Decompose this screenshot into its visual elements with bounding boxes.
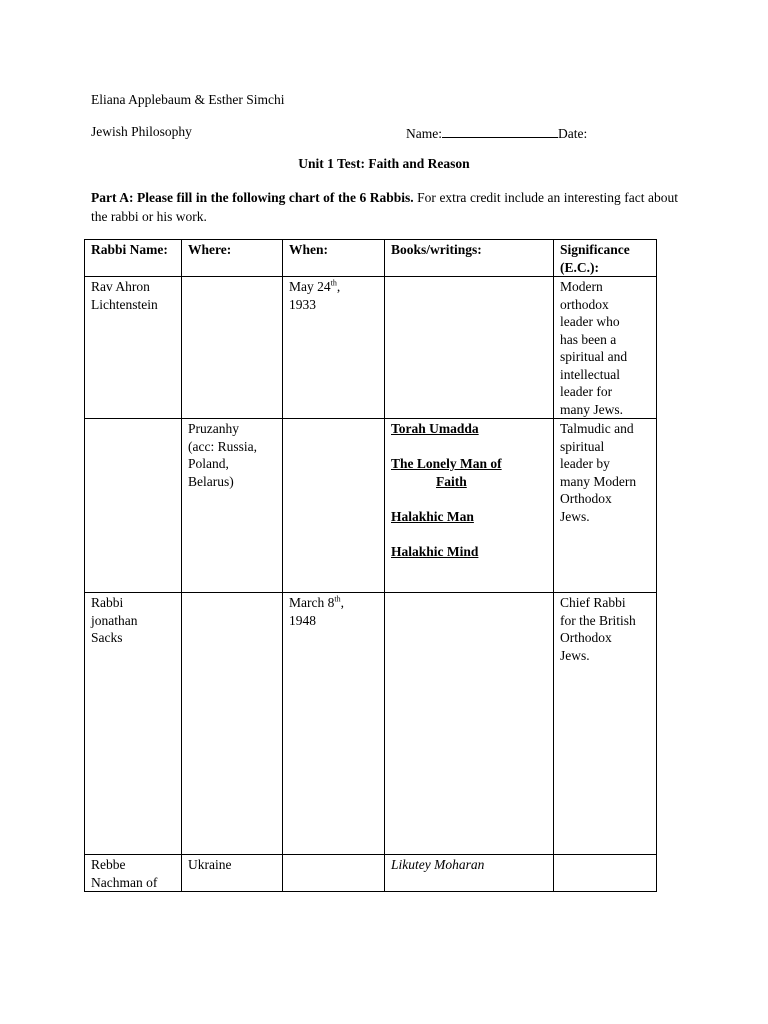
book-title: The Lonely Man of: [391, 456, 502, 471]
cell-rabbi-name[interactable]: Rav Ahron Lichtenstein: [85, 277, 182, 419]
cell-rabbi-name[interactable]: Rabbi jonathan Sacks: [85, 593, 182, 855]
instructions-bold: Part A: Please fill in the following chart of the 6 Rabbis.: [91, 190, 414, 205]
cell-where[interactable]: Ukraine: [182, 855, 283, 892]
date-label: Date:: [558, 126, 588, 141]
instructions: [91, 188, 678, 226]
table-row: [85, 855, 657, 892]
cell-where[interactable]: [182, 593, 283, 855]
header-rabbi-name: Rabbi Name:: [85, 240, 182, 277]
cell-when[interactable]: March 8th, 1948: [283, 593, 385, 855]
header-where: Where:: [182, 240, 283, 277]
book-title: Faith: [436, 473, 467, 489]
course-name: Jewish Philosophy: [91, 124, 192, 139]
cell-where[interactable]: [182, 277, 283, 419]
cell-when[interactable]: [283, 855, 385, 892]
book-title: Halakhic Man: [391, 508, 474, 524]
name-date-line: [406, 124, 587, 142]
cell-where[interactable]: Pruzanhy (acc: Russia, Poland, Belarus): [182, 419, 283, 593]
table-row: [85, 593, 657, 855]
cell-books[interactable]: [385, 855, 554, 892]
book-title: Halakhic Mind: [391, 543, 479, 559]
instructions-rest: For extra credit include an interesting fact about the rabbi or his work.: [91, 190, 678, 224]
cell-significance[interactable]: Modern orthodox leader who has been a spiritual and intellectual leader for many Jews.: [554, 277, 657, 419]
table-row: [85, 277, 657, 419]
table-row: [85, 419, 657, 593]
authors-line: Eliana Applebaum & Esther Simchi: [91, 92, 285, 107]
rabbi-chart: [84, 239, 657, 892]
name-blank[interactable]: [442, 124, 558, 138]
cell-rabbi-name[interactable]: [85, 419, 182, 593]
cell-books[interactable]: [385, 277, 554, 419]
header-books: Books/writings:: [385, 240, 554, 277]
header-when: When:: [283, 240, 385, 277]
cell-when[interactable]: [283, 419, 385, 593]
cell-books[interactable]: [385, 419, 554, 593]
cell-significance[interactable]: Talmudic and spiritual leader by many Modern Orthodox Jews.: [554, 419, 657, 593]
cell-when[interactable]: May 24th, 1933: [283, 277, 385, 419]
cell-significance[interactable]: [554, 855, 657, 892]
book-title: Torah Umadda: [391, 421, 479, 436]
book-title: Likutey Moharan: [391, 857, 485, 872]
test-title: Unit 1 Test: Faith and Reason: [298, 156, 470, 171]
cell-books[interactable]: [385, 593, 554, 855]
header-significance: Significance (E.C.):: [554, 240, 657, 277]
cell-rabbi-name[interactable]: Rebbe Nachman of: [85, 855, 182, 892]
name-label: Name:: [406, 126, 442, 141]
cell-significance[interactable]: Chief Rabbi for the British Orthodox Jews.: [554, 593, 657, 855]
